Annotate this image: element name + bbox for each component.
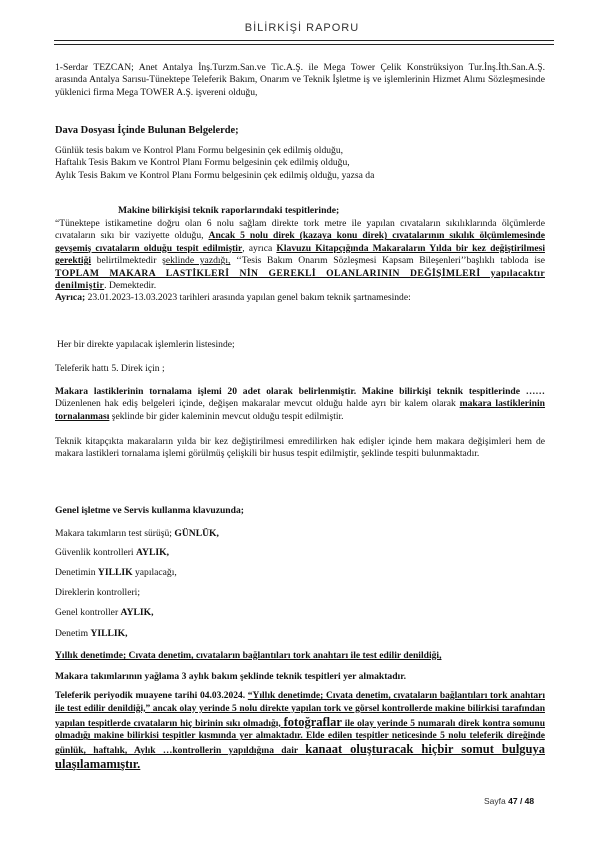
final-text-1: Teleferik periyodik muayene tarihi 04.03.2024. xyxy=(55,691,248,701)
genel-line-6 xyxy=(55,628,545,640)
genel-heading: Genel işletme ve Servis kullanma klavuzunda; xyxy=(55,505,244,516)
genel-line-5-text: Genel kontroller xyxy=(55,607,121,618)
page-prefix: Sayfa xyxy=(484,796,509,806)
makara-paragraph-1 xyxy=(55,386,545,423)
page-number xyxy=(484,796,534,806)
makine-text-5: ‘‘Tesis Bakım Onarım Sözleşmesi Kapsam Bileşenleri’’başlıklı tabloda ise xyxy=(230,255,545,267)
genel-line-6-value: YILLIK, xyxy=(90,628,128,639)
makara-bold-intro: Makara lastiklerinin tornalama işlemi 20 adet olarak belirlenmiştir. Makine bilirkişi teknik tespitlerinde …… xyxy=(55,386,545,397)
makine-text-2: , ayrıca xyxy=(242,242,277,254)
final-paragraph xyxy=(55,690,545,773)
dava-heading: Dava Dosyası İçinde Bulunan Belgelerde; xyxy=(55,125,239,136)
list1-line-2: Teleferik hattı 5. Direk için ; xyxy=(55,363,165,374)
header-title: BİLİRKİŞİ RAPORU xyxy=(244,22,360,34)
genel-line-5-value: AYLIK, xyxy=(120,607,154,618)
final-quote: “Yıllık denetimde; Cıvata denetim, cıvataların bağlantıları tork anahtarı ile test edilir denildiği,” xyxy=(55,691,545,714)
intro-paragraph: 1-Serdar TEZCAN; Anet Antalya İnş.Turzm.San.ve Tic.A.Ş. ile Mega Tower Çelik Konstrüksiyon Tur.İnş.İth.San.A.Ş. arasında Antalya Sarısu-Tünektepe Teleferik Bakım, Onarım ve Teknik İşletme iş ve işlemlerinin Hizmet Alımı Sözleşmesinde yüklenici firma Mega TOWER A.Ş. işvereni olduğu, xyxy=(55,62,545,98)
final-text-2: ancak olay yerinde 5 nolu direkte yapılan tork ve görsel kontrollerde makine bilirkisi tarafından yapılan tespitlerde cıvataların hiç birinin sıkı olmadığı, xyxy=(55,703,545,729)
genel-line-2 xyxy=(55,547,545,559)
final-text-3: ile olay yerinde 5 numaralı direk kontra somunu olmadığı makine bilirkisi tespitler kısmında yer almaktadır. Elde edilen tespitler neticesinde 5 nolu teleferik direğinde günlük, haftalık, Aylık …kontrollerin yapıldığına dair xyxy=(55,718,545,757)
page-current: 47 xyxy=(508,796,518,806)
makine-text-3: belirtilmektedir xyxy=(91,255,163,267)
page-separator: / xyxy=(517,796,525,806)
dava-list xyxy=(55,145,545,182)
makine-text-1: “Tünektepe istikametine doğru olan 6 nolu sağlam direkte tork metre ile yapılan cıvataların sıkılıklarında ölçümlerde cıvataların sıkı bir vaziyette olduğu, xyxy=(55,218,545,242)
genel-line-1-text: Makara takımların test sürüşü; xyxy=(55,528,175,539)
header-rule-top xyxy=(54,40,554,41)
makine-finding-toplam: TOPLAM MAKARA LASTİKLERİ NİN GEREKLİ OLANLARININ DEĞİŞİMLERİ yapılacaktır denilmiştir xyxy=(55,267,545,292)
yillik-denetim-line: Yıllık denetimde; Cıvata denetim, cıvataların bağlantıları tork anahtarı ile test edilir denildiği, xyxy=(55,650,442,661)
list1-line-1: Her bir direkte yapılacak işlemlerin listesinde; xyxy=(57,339,235,350)
genel-line-3-text: Denetimin xyxy=(55,567,98,578)
genel-line-6-text: Denetim xyxy=(55,628,91,639)
makine-finding-klavuz: Klavuzu Kitapçığında Makaraların Yılda bir kez değiştirilmesi gerektiği xyxy=(55,242,545,267)
makara-text-1: Düzenlenen hak ediş belgeleri içinde, değişen makaralar mevcut olduğu halde ayrı bir kalem olarak xyxy=(55,398,460,410)
makara-text-2: şeklinde bir gider kaleminin mevcut olduğu tespit edilmiştir. xyxy=(109,410,344,422)
final-fotograflar: fotoğraflar xyxy=(283,714,342,729)
genel-line-2-value: AYLIK, xyxy=(136,547,169,558)
genel-line-4: Direklerin kontrolleri; xyxy=(55,587,140,598)
makine-finding-direk5: Ancak 5 nolu direk (kazaya konu direk) cıvatalarının sıkılık ölçümlemesinde gevşemiş cıvataların olduğu tespit edilmiştir xyxy=(55,230,545,254)
makara-yaglama-line: Makara takımlarının yağlama 3 aylık bakım şeklinde teknik tespitleri yer almaktadır. xyxy=(55,671,406,682)
makara-paragraph-2: Teknik kitapçıkta makaraların yılda bir kez değiştirilmesi emredilirken hak edişler içinde hem makara değişimleri hem de makara lastikleri tornalama işlemi görülmüş çelişkili bir husus tespit edilmiştir, şeklinde tespiti bulunmaktadır. xyxy=(55,436,545,460)
genel-line-3-suffix: yapılacağı, xyxy=(132,567,177,578)
genel-line-3 xyxy=(55,567,545,579)
genel-line-5 xyxy=(55,607,545,619)
makine-text-6: . Demektedir. xyxy=(104,280,157,292)
final-conclusion: kanaat oluşturacak hiçbir somut bulguya ulaşılamamıştır. xyxy=(55,742,545,771)
makine-text-4: şeklinde yazdığı, xyxy=(162,255,231,267)
header-rule-bottom xyxy=(54,44,554,45)
makine-paragraph xyxy=(55,218,545,305)
ayrica-label: Ayrıca; xyxy=(55,292,86,304)
makine-heading: Makine bilirkişisi teknik raporlarındaki tespitlerinde; xyxy=(118,205,340,216)
dava-line-gunluk: Günlük tesis bakım ve Kontrol Planı Formu belgesinin çek edilmiş olduğu, xyxy=(55,145,344,156)
page-total: 48 xyxy=(524,796,535,806)
genel-line-3-value: YILLIK xyxy=(97,567,133,578)
genel-line-1 xyxy=(55,528,545,540)
genel-line-1-value: GÜNLÜK, xyxy=(174,528,219,539)
ayrica-text: 23.01.2023-13.03.2023 tarihleri arasında yapılan genel bakım teknik şartnamesinde: xyxy=(85,292,411,304)
dava-line-aylik: Aylık Tesis Bakım ve Kontrol Planı Formu belgesinin çek edilmiş olduğu, yazsa da xyxy=(55,169,375,181)
makara-lastik-tornalanmasi: makara lastiklerinin tornalanması xyxy=(55,398,546,422)
genel-line-2-text: Güvenlik kontrolleri xyxy=(55,547,136,558)
dava-line-haftalik: Haftalık Tesis Bakım ve Kontrol Planı Formu belgesinin çek edilmiş olduğu, xyxy=(55,157,350,169)
